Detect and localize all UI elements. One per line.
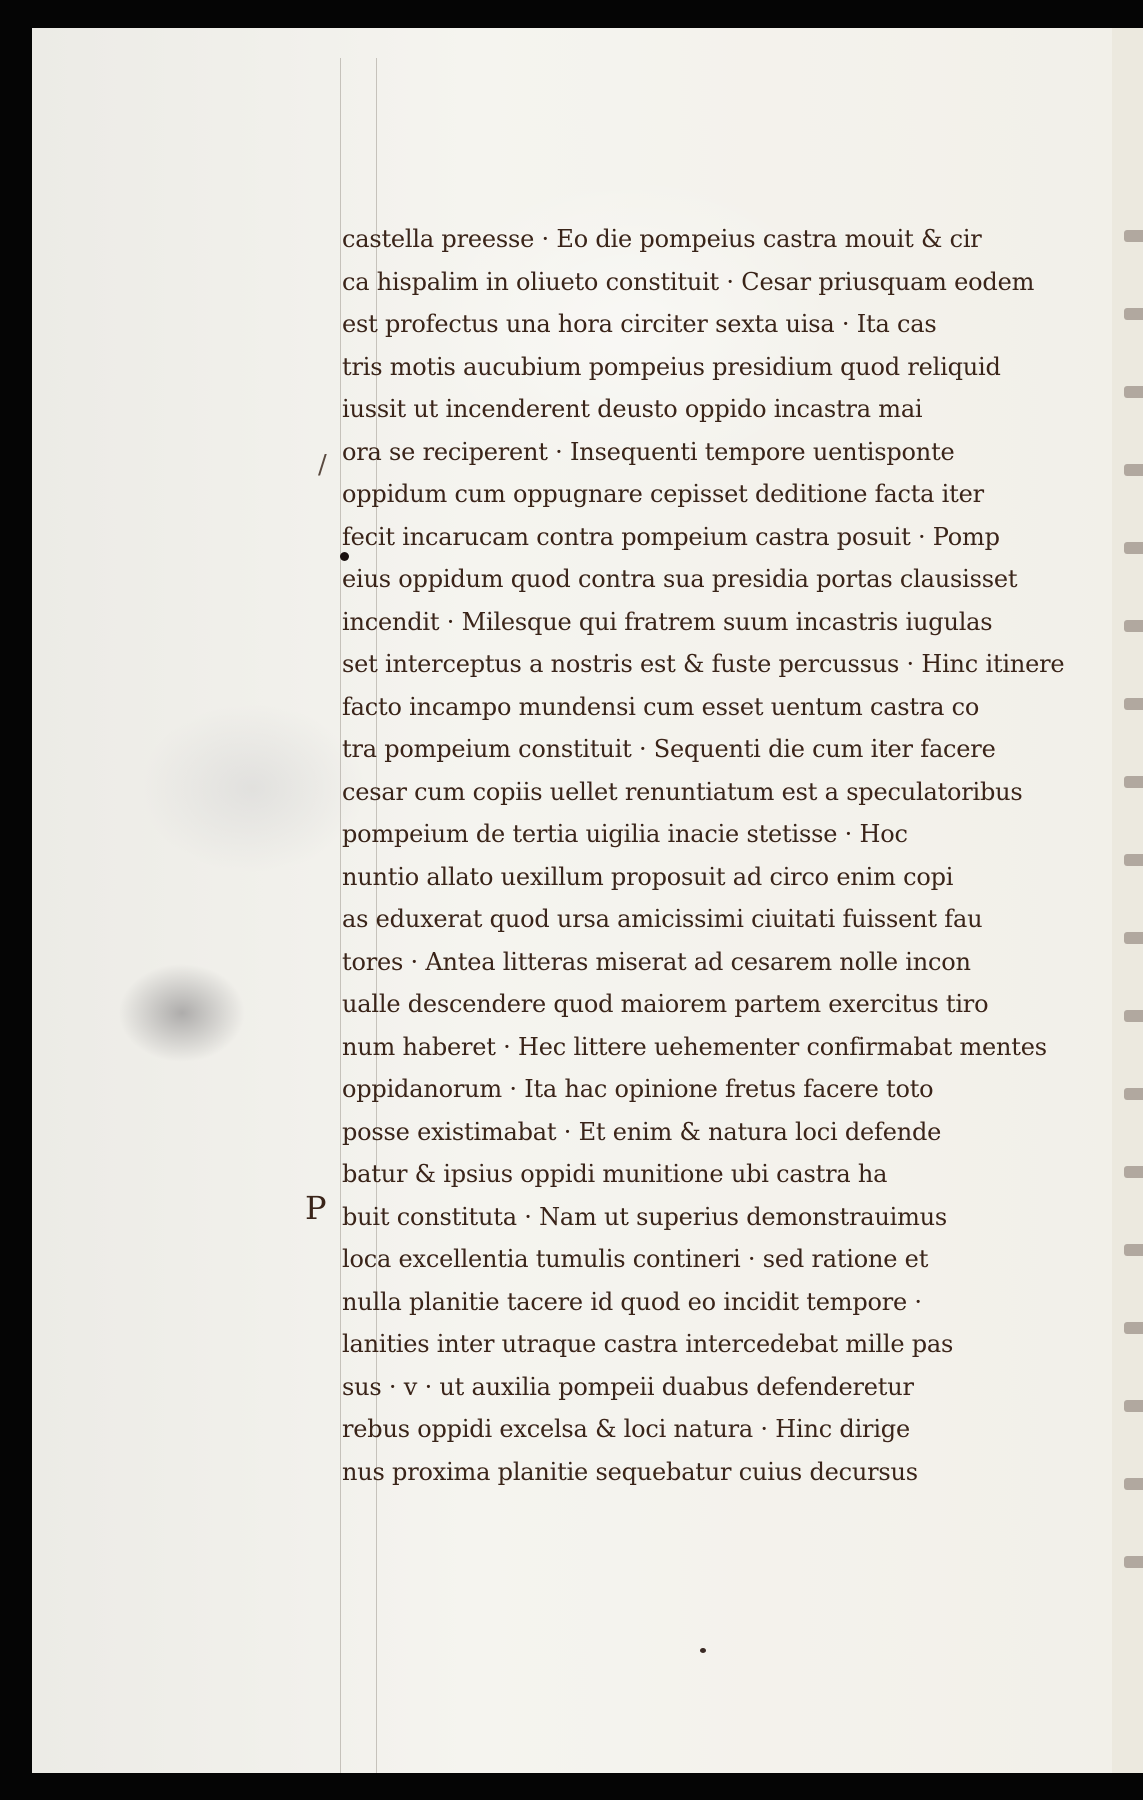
text-line: incendit · Milesque qui fratrem suum incastris iugulas: [342, 607, 993, 636]
text-line: iussit ut incenderent deusto oppido incastra mai: [342, 395, 923, 423]
text-line: posse existimabat · Et enim & natura loci defende: [342, 1117, 942, 1146]
text-line: ora se reciperent · Insequenti tempore uentisponte: [342, 437, 955, 466]
text-line: num haberet · Hec littere uehementer confirmabat mentes: [342, 1032, 1047, 1061]
text-line: est profectus una hora circiter sexta uisa · Ita cas: [342, 310, 937, 338]
text-line: fecit incarucam contra pompeium castra posuit · Pomp: [342, 522, 1000, 551]
text-line: loca excellentia tumulis contineri · sed ratione et: [342, 1245, 929, 1273]
margin-stroke: /: [318, 450, 327, 480]
ink-speck: [700, 1648, 706, 1653]
text-column: [342, 218, 1082, 1493]
text-line: buit constituta · Nam ut superius demonstrauimus: [342, 1202, 948, 1231]
text-line: set interceptus a nostris est & fuste percussus · Hinc itinere: [342, 650, 1065, 678]
text-line: oppidanorum · Ita hac opinione fretus facere toto: [342, 1075, 934, 1103]
text-line: sus · v · ut auxilia pompeii duabus defenderetur: [342, 1372, 914, 1401]
text-line: ualle descendere quod maiorem partem exercitus tiro: [342, 990, 989, 1018]
initial-letter: P: [305, 1189, 327, 1227]
text-line: rebus oppidi excelsa & loci natura · Hinc dirige: [342, 1415, 910, 1443]
text-line: facto incampo mundensi cum esset uentum castra co: [342, 692, 980, 721]
ruling-line-left: [340, 58, 341, 1773]
text-line: ca hispalim in oliueto constituit · Cesar priusquam eodem: [342, 267, 1035, 296]
text-line: lanities inter utraque castra intercedebat mille pas: [342, 1330, 954, 1358]
text-line: cesar cum copiis uellet renuntiatum est a speculatoribus: [342, 777, 1023, 806]
text-line: tra pompeium constituit · Sequenti die cum iter facere: [342, 735, 996, 763]
text-line: nulla planitie tacere id quod eo incidit tempore ·: [342, 1287, 922, 1316]
text-line: nus proxima planitie sequebatur cuius decursus: [342, 1457, 918, 1486]
text-line: eius oppidum quod contra sua presidia portas clausisset: [342, 565, 1018, 593]
text-line: oppidum cum oppugnare cepisset deditione facta iter: [342, 480, 984, 508]
text-line: batur & ipsius oppidi munitione ubi castra ha: [342, 1160, 888, 1188]
text-line: tris motis aucubium pompeius presidium quod reliquid: [342, 352, 1001, 381]
text-line: castella preesse · Eo die pompeius castra mouit & cir: [342, 225, 982, 253]
text-line: nuntio allato uexillum proposuit ad circo enim copi: [342, 862, 954, 891]
adjacent-page-edge: [1112, 28, 1143, 1773]
text-line: tores · Antea litteras miserat ad cesarem nolle incon: [342, 947, 971, 976]
text-line: pompeium de tertia uigilia inacie stetisse · Hoc: [342, 820, 908, 848]
text-line: as eduxerat quod ursa amicissimi ciuitati fuissent fau: [342, 905, 983, 933]
